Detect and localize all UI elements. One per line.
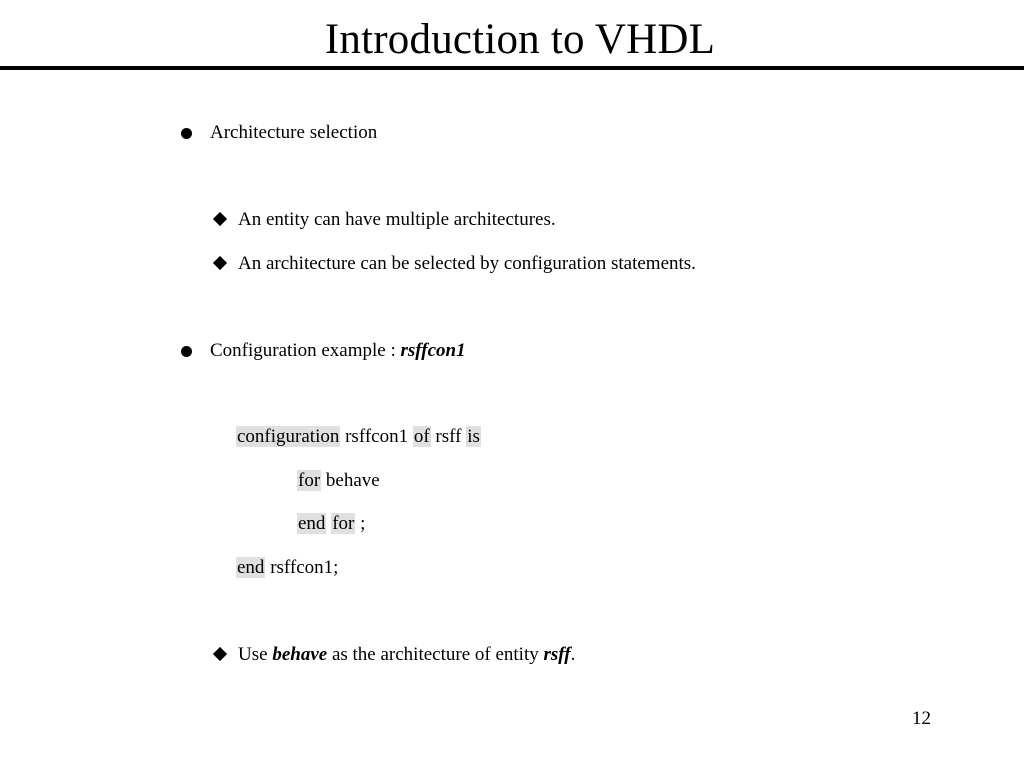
keyword-for: for [332,513,355,534]
note-suffix: . [570,644,576,665]
note-middle: as the architecture of entity [327,644,544,665]
code-line-2 [297,469,380,493]
sub-bullet-multiple-architectures: An entity can have multiple architectures. [238,209,556,230]
diamond-bullet-icon [213,647,227,661]
code-line-1 [236,425,481,449]
diamond-bullet-icon [213,212,227,226]
code-semicolon: ; [355,513,366,534]
code-entity-name: rsff [430,426,467,447]
keyword-of: of [413,426,430,447]
config-example-label: Configuration example : [210,340,401,361]
keyword-end: end [298,513,326,534]
page-number: 12 [912,708,931,729]
title-divider [0,66,1024,70]
code-line-3 [297,512,365,536]
bullet-configuration-example [210,339,466,363]
config-example-name: rsffcon1 [400,340,466,361]
note-prefix: Use [238,644,273,665]
bullet-dot-icon [181,128,192,139]
keyword-for: for [298,470,321,491]
slide-title: Introduction to VHDL [324,16,716,63]
code-config-name: rsffcon1 [340,426,413,447]
sub-bullet-use-behave [238,643,575,667]
bullet-architecture-selection: Architecture selection [210,122,378,143]
sub-bullet-configuration-statements: An architecture can be selected by configuration statements. [238,253,696,274]
diamond-bullet-icon [213,256,227,270]
keyword-end: end [237,557,265,578]
note-entity: rsff [543,644,571,665]
note-architecture: behave [272,644,328,665]
keyword-is: is [467,426,480,447]
code-end-name: rsffcon1; [265,557,339,578]
keyword-configuration: configuration [237,426,340,447]
code-architecture-name: behave [321,470,380,491]
bullet-dot-icon [181,346,192,357]
code-line-4 [236,556,338,580]
